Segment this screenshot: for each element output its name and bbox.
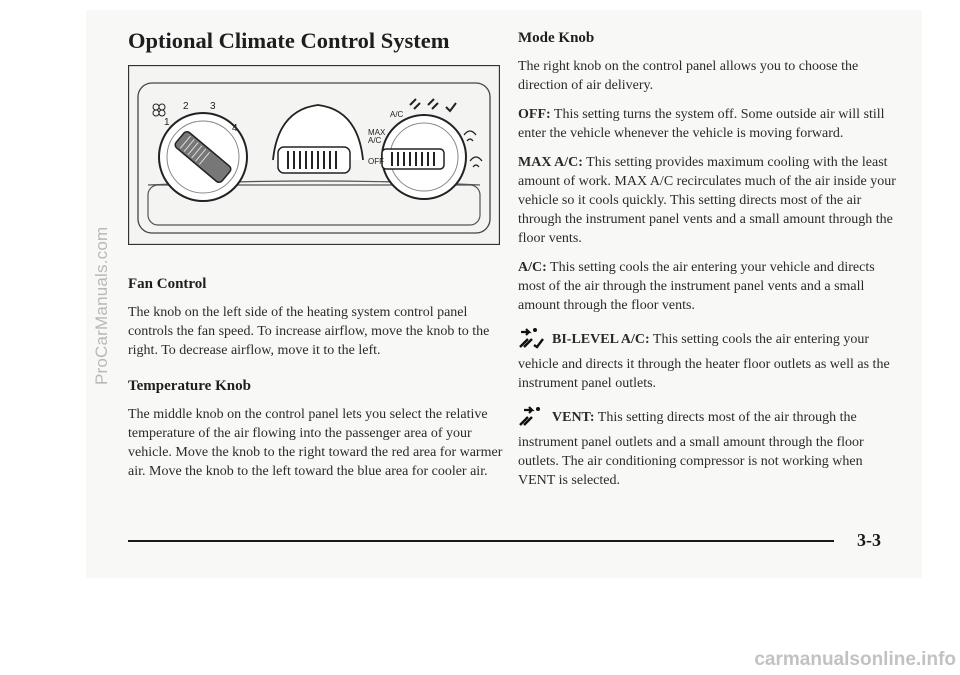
right-column — [518, 30, 902, 500]
mode-item-vent: VENT: This setting directs most of the air through the instrument panel outlets and a small amount through the floor outlets. The air conditioning compressor is not working when VENT is selected. — [518, 403, 902, 490]
fan-control-body: The knob on the left side of the heating system control panel controls the fan speed. To increase airflow, move the knob to the right. To decrease airflow, move it to the left. — [128, 305, 490, 358]
page-title: Optional Climate Control System — [128, 28, 450, 53]
fan-control-heading: Fan Control — [128, 276, 207, 292]
vent-icon — [518, 403, 544, 433]
left-column — [128, 276, 506, 491]
mode-knob-intro: The right knob on the control panel allows you to choose the direction of air delivery. — [518, 59, 859, 93]
temperature-knob-body: The middle knob on the control panel lets you select the relative temperature of the air flowing into the passenger area of your vehicle. Move the knob to the right toward the red area for warmer air. Move the knob to the left toward the blue area for cooler air. — [128, 407, 503, 479]
side-watermark: ProCarManuals.com — [92, 226, 111, 385]
mode-item-bi-level: BI-LEVEL A/C: This setting cools the air entering your vehicle and directs it through the heater floor outlets as well as the instrument panel outlets. — [518, 325, 902, 393]
bi-level-icon — [518, 325, 544, 355]
page-number: 3-3 — [857, 530, 881, 550]
mode-item-max-ac: MAX A/C: This setting provides maximum cooling with the least amount of work. MAX A/C recirculates much of the air inside your vehicle so it cools quickly. This setting directs most of the air through the instrument panel vents and a small amount through the floor vents. — [518, 155, 896, 246]
mode-label-max: MAX — [368, 128, 386, 137]
mode-item-off: OFF: This setting turns the system off. Some outside air will still enter the vehicle whenever the vehicle is moving forward. — [518, 107, 885, 141]
fan-level-1: 1 — [164, 117, 170, 128]
fan-level-3: 3 — [210, 101, 216, 112]
mode-knob-heading: Mode Knob — [518, 30, 595, 46]
fan-level-2: 2 — [183, 101, 189, 112]
mode-label-ac: A/C — [390, 110, 404, 119]
climate-control-panel-figure — [128, 65, 500, 245]
fan-level-4: 4 — [232, 123, 238, 134]
bottom-watermark: carmanualsonline.info — [754, 649, 956, 670]
temperature-knob-heading: Temperature Knob — [128, 378, 251, 394]
footer-rule — [128, 540, 834, 542]
mode-item-ac: A/C: This setting cools the air entering your vehicle and directs most of the air through the instrument panel vents and a small amount through the floor vents. — [518, 260, 875, 313]
mode-label-max-ac: A/C — [368, 136, 382, 145]
mode-label-off: OFF — [368, 157, 384, 166]
mode-knob[interactable] — [382, 115, 466, 199]
